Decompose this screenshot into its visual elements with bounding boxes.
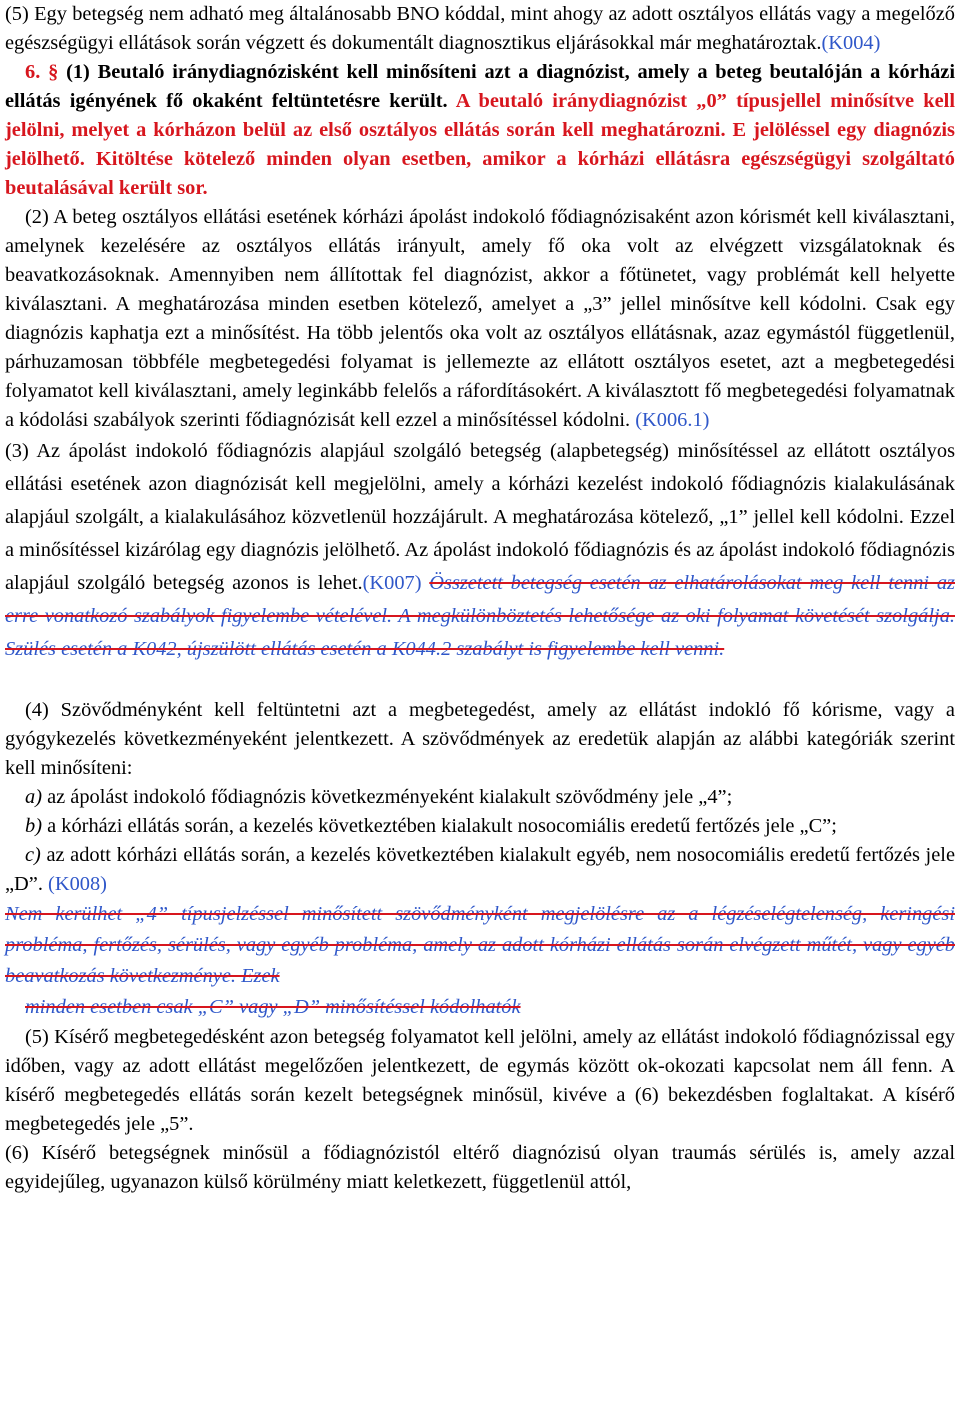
list-item-c xyxy=(5,841,955,899)
list-marker-b: b) xyxy=(25,815,42,837)
section-6-lead: (1) Beutaló iránydiagnózisként kell minősíteni azt a diagnózist, amely a beteg beutalóján a kórházi ellátás igényének fő okaként feltüntetésre került. xyxy=(5,61,955,112)
paragraph-3 xyxy=(5,435,955,666)
paragraph-6: (6) Kísérő betegségnek minősül a fődiagnózistól eltérő diagnózisú olyan traumás sérülés is, amely azzal egyidejűleg, ugyanazon külső körülmény miatt keletkezett, függetlenül attól, xyxy=(5,1142,955,1193)
paragraph-5 xyxy=(5,0,955,58)
spacer xyxy=(5,666,955,696)
paragraph-2-text: (2) A beteg osztályos ellátási esetének kórházi ápolást indokoló fődiagnózisaként azon kórismét kell kiválasztani, amelynek kezelésére az osztályos ellátás irányult, amely fő oka volt az elvégzett vizsgálatoknak és beavatkozásoknak. Amennyiben nem állítottak fel diagnózist, akkor a főtünetet, vagy problémát kell helyette kiválasztani. A meghatározása minden esetben kötelező, amelyet a „3” jellel minősítve kell kódolni. Csak egy diagnózis kaphatja ezt a minősítést. Ha több jelentős oka volt az osztályos ellátásnak, azaz egymástól függetlenül, párhuzamosan többféle megbetegedési folyamat is jellemezte az ellátott osztályos esetet, azt a megbetegedési folyamatot kell kiválasztani, amely leginkább felelős a ráfordításokért. A kiválasztott fő megbetegedési folyamatnak a kódolási szabályok szerinti fődiagnózisát kell ezzel a minősítéssel kódolni. xyxy=(5,206,955,431)
paragraph-4: (4) Szövődményként kell feltüntetni azt a megbetegedést, amely az ellátást indokló fő kórisme, vagy a gyógykezelés következményeként jelentkezett. A szövődmények az eredetük alapján az alábbi kategóriák szerint kell minősíteni: xyxy=(5,699,955,779)
section-6-amendment-2: Kitöltése kötelező minden olyan esetben, amikor a kórházi ellátásra egészségügyi szolgáltató beutalásával került sor. xyxy=(5,148,955,199)
paragraph-5b: (5) Kísérő megbetegedésként azon betegség folyamatot kell jelölni, amely az ellátást indokoló fődiagnózissal egy időben, vagy az adott ellátást megelőzően jelentkezett, de egymás között ok-okozati kapcsolat nem áll fenn. A kísérő megbetegedés ellátás során kezelt betegségnek minősül, kivéve a (6) bekezdésben foglaltakat. A kísérő megbetegedés jele „5”. xyxy=(5,1026,955,1135)
list-marker-a: a) xyxy=(25,786,42,808)
paragraph-2 xyxy=(5,203,955,435)
list-item-b xyxy=(5,812,955,841)
reference-k006-1: (K006.1) xyxy=(635,409,710,431)
section-sign: § xyxy=(48,61,59,83)
reference-k007: (K007) xyxy=(362,572,422,594)
list-text-b: a kórházi ellátás során, a kezelés következtében kialakult nosocomiális eredetű fertőzés jele „C”; xyxy=(47,815,837,837)
section-number: 6. xyxy=(25,61,41,83)
section-6-amendment: A beutaló iránydiagnózist „0” típusjellel minősítve kell jelölni, melyet a kórházon belül az első osztályos ellátás során kell meghatározni. E jelöléssel egy diagnózis jelölhető. xyxy=(5,90,955,170)
list-marker-c: c) xyxy=(25,844,41,866)
list-text-a: az ápolást indokoló fődiagnózis következményeként kialakult szövődmény jele „4”; xyxy=(47,786,733,808)
list-text-c: az adott kórházi ellátás során, a kezelés következtében kialakult egyéb, nem nosocomiális eredetű fertőzés jele „D”. xyxy=(5,844,955,895)
section-6 xyxy=(5,58,955,203)
reference-k004: (K004) xyxy=(821,32,881,54)
paragraph-3-text: (3) Az ápolást indokoló fődiagnózis alapjául szolgáló betegség (alapbetegség) minősítéssel az ellátott osztályos ellátási esetének azon diagnózisát kell megjelölni, amely a kórházi kezelést indokoló fődiagnózis kialakulásának alapjául szolgált, a kialakulásához közvetlenül hozzájárult. A meghatározása kötelező, „1” jellel kell kódolni. Ezzel a minősítéssel kizárólag egy diagnózis jelölhető. Az ápolást indokoló fődiagnózis és az ápolást indokoló fődiagnózis alapjául szolgáló betegség azonos is lehet. xyxy=(5,440,955,594)
struck-text-4: Nem kerülhet „4” típusjelzéssel minősített szövődményként megjelölésre az a légzéselégtelenség, keringési probléma, fertőzés, sérülés, vagy egyéb probléma, amely az adott kórházi ellátás során elvégzett műtét, vagy egyéb beavatkozás következménye. Ezek xyxy=(5,903,955,987)
paragraph-5-text: (5) Egy betegség nem adható meg általánosabb BNO kóddal, mint ahogy az adott osztályos ellátás vagy a megelőző egészségügyi ellátások során végzett és dokumentált diagnosztikus eljárásokkal már meghatároztak. xyxy=(5,3,955,54)
list-item-a xyxy=(5,783,955,812)
struck-text-4-cont: minden esetben csak „C” vagy „D” minősítéssel kódolhatók xyxy=(25,996,521,1018)
reference-k008: (K008) xyxy=(48,873,107,895)
struck-text-3: Összetett betegség esetén az elhatárolásokat meg kell tenni az erre vonatkozó szabályok figyelembe vételével. A megkülönböztetés lehetősége az oki folyamat követését szolgálja. Szülés esetén a K042, újszülött ellátás esetén a K044.2 szabályt is figyelembe kell venni. xyxy=(5,572,955,660)
